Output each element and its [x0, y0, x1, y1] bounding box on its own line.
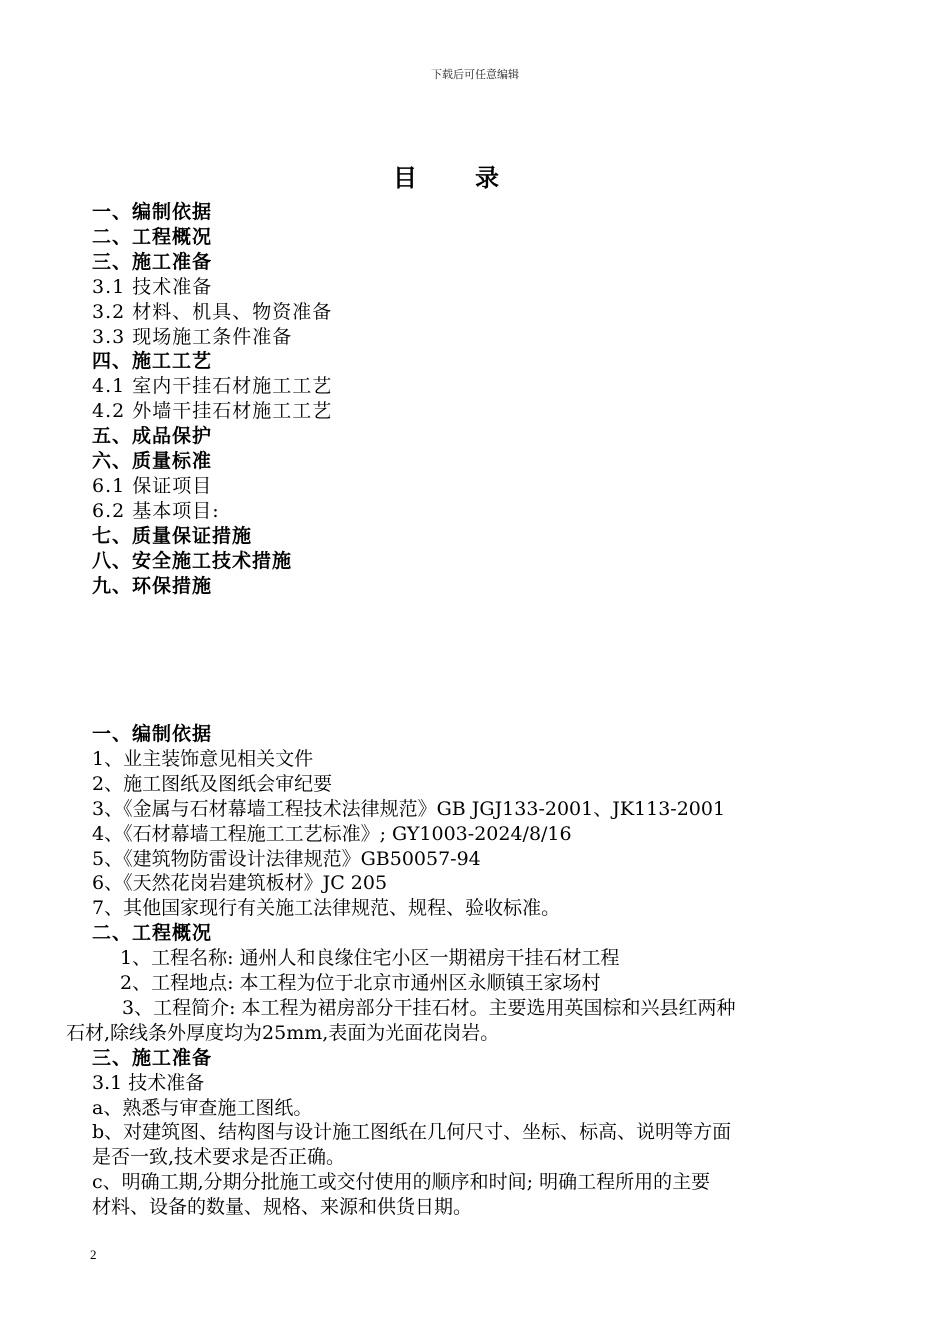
paragraph-line: 2、施工图纸及图纸会审纪要: [92, 772, 333, 795]
paragraph-line: b、对建筑图、结构图与设计施工图纸在几何尺寸、坐标、标高、说明等方面: [92, 1121, 732, 1144]
paragraph-line: 3、《金属与石材幕墙工程技术法律规范》GB JGJ133-2001、JK113-2001: [92, 797, 726, 820]
toc-item: 3.1 技术准备: [92, 275, 213, 298]
paragraph-line: 7、其他国家现行有关施工法律规范、规程、验收标准。: [92, 897, 561, 920]
toc-item: 4.2 外墙干挂石材施工工艺: [92, 400, 333, 423]
toc-item: 一、编制依据: [92, 201, 213, 223]
paragraph-line: 3、工程简介: 本工程为裙房部分干挂石材。主要选用英国棕和兴县红两种: [122, 996, 736, 1019]
paragraph-line: 1、工程名称: 通州人和良缘住宅小区一期裙房干挂石材工程: [120, 947, 620, 970]
page-header: 下载后可任意编辑: [431, 68, 519, 81]
paragraph-line: 2、工程地点: 本工程为位于北京市通州区永顺镇王家场村: [120, 972, 601, 994]
toc-item: 二、工程概况: [92, 225, 213, 248]
paragraph-line: 4、《石材幕墙工程施工工艺标准》; GY1003-2024/8/16: [92, 822, 572, 845]
section-heading: 三、施工准备: [92, 1046, 213, 1069]
paragraph-line: 是否一致,技术要求是否正确。: [92, 1146, 346, 1169]
toc-item: 6.2 基本项目:: [92, 499, 220, 522]
toc-item: 八、安全施工技术措施: [92, 549, 293, 572]
toc-item: 九、环保措施: [92, 574, 213, 597]
section-heading: 一、编制依据: [92, 723, 213, 745]
paragraph-line: 材料、设备的数量、规格、来源和供货日期。: [92, 1196, 473, 1219]
toc-item: 3.3 现场施工条件准备: [92, 325, 293, 348]
paragraph-line: 1、业主装饰意见相关文件: [92, 747, 314, 770]
toc-item: 七、质量保证措施: [92, 524, 253, 547]
toc-item: 五、成品保护: [92, 425, 213, 448]
paragraph-line: 5、《建筑物防雷设计法律规范》GB50057-94: [92, 847, 481, 870]
paragraph-line: 3.1 技术准备: [92, 1071, 205, 1094]
paragraph-line: a、熟悉与审查施工图纸。: [92, 1096, 313, 1119]
toc-item: 4.1 室内干挂石材施工工艺: [92, 375, 333, 398]
toc-title: 目录: [393, 164, 557, 192]
paragraph-line: c、明确工期,分期分批施工或交付使用的顺序和时间; 明确工程所用的主要: [92, 1171, 711, 1194]
toc-item: 四、施工工艺: [92, 350, 213, 373]
toc-item: 六、质量标准: [92, 450, 213, 472]
paragraph-line: 6、《天然花岗岩建筑板材》JC 205: [92, 872, 388, 895]
toc-item: 3.2 材料、机具、物资准备: [92, 300, 333, 323]
section-heading: 二、工程概况: [92, 922, 213, 945]
paragraph-line: 石材,除线条外厚度均为25mm,表面为光面花岗岩。: [66, 1021, 500, 1044]
toc-item: 三、施工准备: [92, 250, 213, 273]
page-number: 2: [90, 1247, 97, 1262]
toc-item: 6.1 保证项目: [92, 474, 213, 497]
